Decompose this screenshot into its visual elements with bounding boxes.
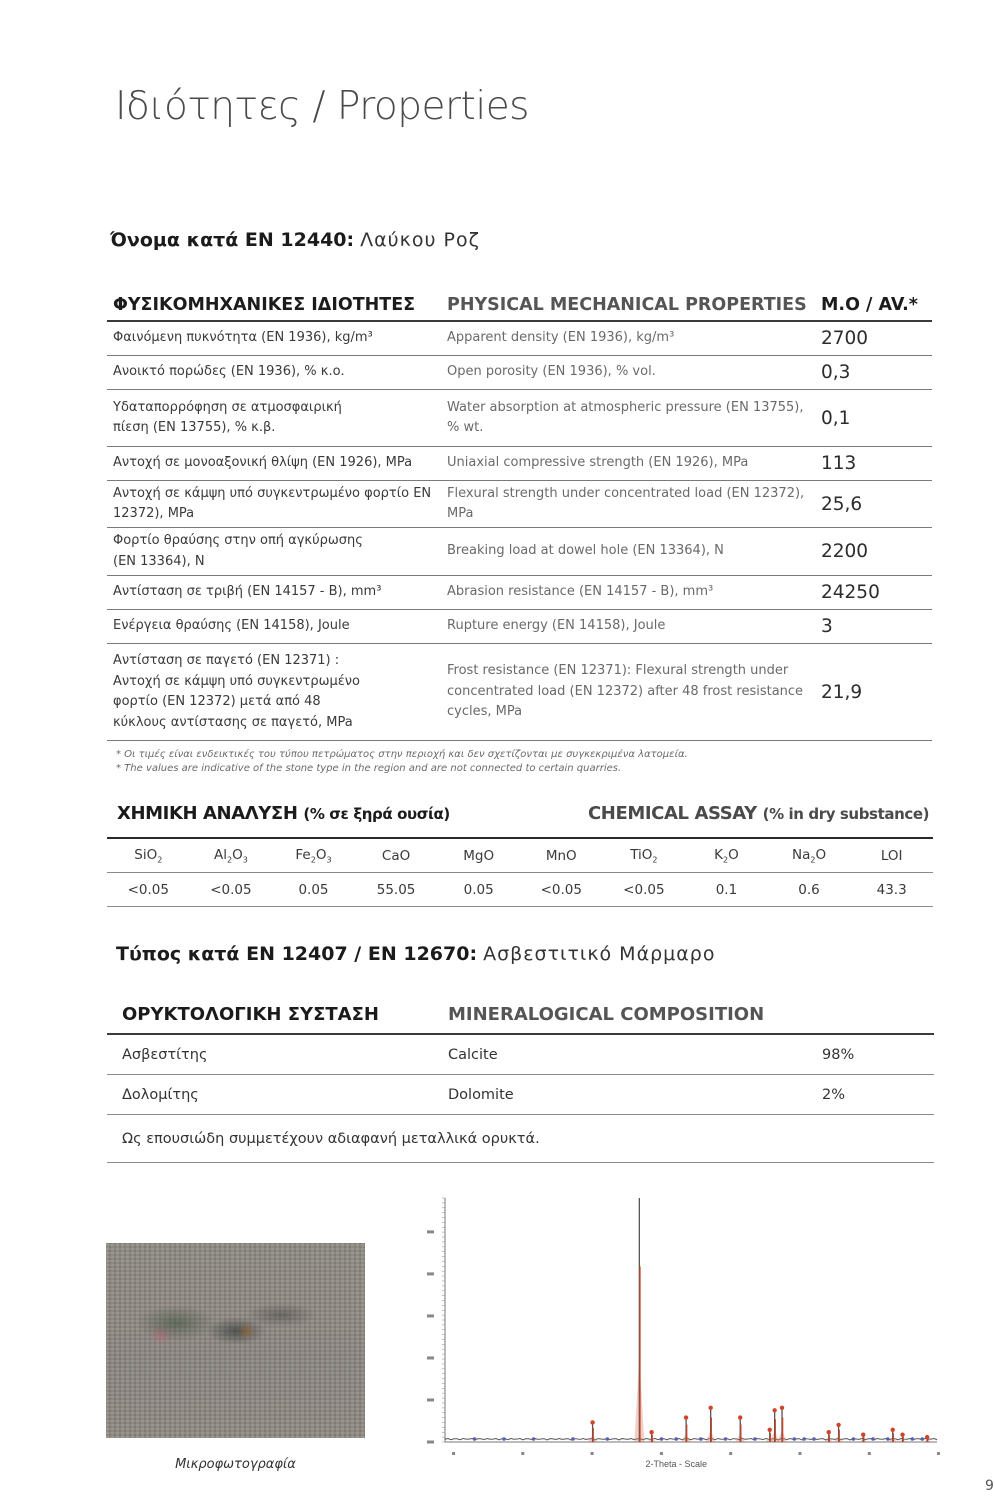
row-value: 0,3 xyxy=(821,362,851,383)
stone-name-label: Όνομα κατά EN 12440: xyxy=(110,229,355,251)
chemical-title-english xyxy=(588,803,929,824)
row-greek: Φαινόμενη πυκνότητα (EN 1936), kg/m³ xyxy=(113,330,373,346)
table-row xyxy=(107,576,932,610)
chemical-column-header: CaO xyxy=(381,847,411,864)
table-row xyxy=(107,528,932,576)
mineral-english: Dolomite xyxy=(448,1086,514,1103)
chemical-title-greek-main: ΧΗΜΙΚΗ ΑΝΑΛΥΣΗ xyxy=(117,803,298,824)
row-greek: Ανοικτό πορώδες (EN 1936), % κ.ο. xyxy=(113,364,345,380)
row-english: Flexural strength under concentrated load (EN 12372), MPa xyxy=(447,485,805,521)
row-value: 21,9 xyxy=(821,681,863,703)
chemical-column-header: $Al_2O_3$ xyxy=(213,846,248,865)
chemical-title-english-main: CHEMICAL ASSAY xyxy=(588,803,757,824)
header-greek: ΟΡΥΚΤΟΛΟΓΙΚΗ ΣΥΣΤΑΣΗ xyxy=(122,1003,379,1025)
microphotograph-caption: Μικροφωτογραφία xyxy=(175,1457,296,1472)
mineral-note: Ως επουσιώδη συμμετέχουν αδιαφανή μεταλλικά ορυκτά. xyxy=(107,1115,934,1163)
footnote-greek: * Οι τιμές είναι ενδεικτικές του τύπου πετρώματος στην περιοχή και δεν σχετίζονται με συγκεκριμένα λατομεία. xyxy=(116,749,688,760)
table-row xyxy=(107,322,932,356)
stone-name-value: Λαύκου Ροζ xyxy=(360,229,480,251)
row-english: Apparent density (EN 1936), kg/m³ xyxy=(447,330,675,346)
row-english: Frost resistance (EN 12371): Flexural strength under concentrated load (EN 12372) after 48 frost resistance cycles, MPa xyxy=(447,663,804,720)
row-greek: Αντίσταση σε παγετό (EN 12371) : Αντοχή σε κάμψη υπό συγκεντρωμένο φορτίο (EN 12372) μετά από 48 κύκλους αντίστασης σε παγετό, MPa xyxy=(113,653,360,730)
mineralogical-table xyxy=(107,995,934,1163)
chemical-column-value: <0.05 xyxy=(623,881,665,898)
mineral-greek: Δολομίτης xyxy=(122,1086,199,1103)
row-value: 24250 xyxy=(821,582,880,603)
row-value: 113 xyxy=(821,453,857,474)
chemical-column-value: 55.05 xyxy=(376,881,416,898)
row-value: 2700 xyxy=(821,328,869,349)
page-title: Ιδιότητες / Properties xyxy=(115,84,530,129)
microphotograph-image xyxy=(106,1243,365,1438)
chemical-value-row xyxy=(107,873,933,907)
row-english: Open porosity (EN 1936), % vol. xyxy=(447,364,656,380)
footnote-english: * The values are indicative of the stone type in the region and are not connected to certain quarries. xyxy=(116,763,622,774)
row-value: 3 xyxy=(821,616,833,637)
row-english: Uniaxial compressive strength (EN 1926), MPa xyxy=(447,455,749,471)
stone-name-line xyxy=(110,229,480,251)
row-greek: Υδαταπορρόφηση σε ατμοσφαιρική πίεση (EN 13755), % κ.β. xyxy=(113,399,342,435)
table-row xyxy=(107,1035,934,1075)
mineral-percent: 98% xyxy=(822,1046,855,1063)
chemical-column-value: 43.3 xyxy=(876,881,907,898)
table-row xyxy=(107,644,932,741)
physical-properties-table xyxy=(107,290,932,741)
chemical-column-value: <0.05 xyxy=(210,881,252,898)
chemical-column-value: <0.05 xyxy=(127,881,169,898)
row-value: 25,6 xyxy=(821,493,863,515)
header-english: PHYSICAL MECHANICAL PROPERTIES xyxy=(447,295,807,315)
chemical-column-header: SiO$_2$ xyxy=(134,846,163,865)
header-greek: ΦΥΣΙΚΟΜΗΧΑΝΙΚΕΣ ΙΔΙΟΤΗΤΕΣ xyxy=(113,295,416,315)
table-header xyxy=(107,290,932,322)
chemical-column-value: 0.6 xyxy=(798,881,820,898)
table-row xyxy=(107,610,932,644)
row-value: 0,1 xyxy=(821,407,851,429)
row-english: Abrasion resistance (EN 14157 - B), mm³ xyxy=(447,584,714,600)
chemical-header-row xyxy=(107,839,933,873)
table-row xyxy=(107,390,932,447)
row-english: Rupture energy (EN 14158), Joule xyxy=(447,618,666,634)
table-row xyxy=(107,356,932,390)
chemical-column-header: MgO xyxy=(463,847,495,864)
chemical-column-header: MnO xyxy=(545,847,577,864)
xrd-x-axis-label: 2-Theta - Scale xyxy=(645,1459,708,1469)
row-value: 2200 xyxy=(821,541,869,562)
chemical-column-value: 0.05 xyxy=(463,881,494,898)
header-value: M.O / AV.* xyxy=(821,295,918,315)
table-row xyxy=(107,447,932,481)
chemical-title-english-sub: (% in dry substance) xyxy=(762,805,930,823)
footnote xyxy=(116,748,688,776)
stone-type-label: Τύπος κατά EN 12407 / EN 12670: xyxy=(116,943,478,965)
row-greek: Αντοχή σε κάμψη υπό συγκεντρωμένο φορτίο EN 12372), MPa xyxy=(113,485,432,521)
row-english: Breaking load at dowel hole (EN 13364), N xyxy=(447,543,724,559)
row-english: Water absorption at atmospheric pressure (EN 13755), % wt. xyxy=(447,399,804,435)
chemical-column-header: $Na_2O$ xyxy=(791,846,827,865)
table-row xyxy=(107,1075,934,1115)
chemical-column-value: 0.05 xyxy=(298,881,329,898)
chemical-column-header: $K_2O$ xyxy=(714,846,739,865)
stone-type-value: Ασβεστιτικό Μάρμαρο xyxy=(483,943,716,965)
chemical-column-value: <0.05 xyxy=(540,881,582,898)
mineral-english: Calcite xyxy=(448,1046,498,1063)
mineral-percent: 2% xyxy=(822,1086,846,1103)
chemical-column-header: TiO$_2$ xyxy=(630,846,658,865)
row-greek: Ενέργεια θραύσης (EN 14158), Joule xyxy=(113,618,350,634)
chemical-title-greek-sub: (% σε ξηρά ουσία) xyxy=(303,805,450,823)
chemical-column-header: LOI xyxy=(880,847,903,864)
table-header xyxy=(107,995,934,1035)
mineral-greek: Ασβεστίτης xyxy=(122,1046,208,1063)
table-row xyxy=(107,481,932,528)
header-english: MINERALOGICAL COMPOSITION xyxy=(448,1003,765,1025)
row-greek: Αντίσταση σε τριβή (EN 14157 - B), mm³ xyxy=(113,584,382,600)
chemical-column-value: 0.1 xyxy=(715,881,738,898)
chemical-column-header: $Fe_2O_3$ xyxy=(295,846,332,865)
xrd-chart xyxy=(425,1190,940,1475)
row-greek: Φορτίο θραύσης στην οπή αγκύρωσης (EN 13364), N xyxy=(113,533,363,569)
chemical-title-greek xyxy=(117,803,450,824)
row-greek: Αντοχή σε μονοαξονική θλίψη (EN 1926), MPa xyxy=(113,455,413,471)
chemical-assay-table xyxy=(107,837,933,907)
page-number: 9 xyxy=(985,1478,994,1494)
stone-type-line xyxy=(116,943,715,965)
